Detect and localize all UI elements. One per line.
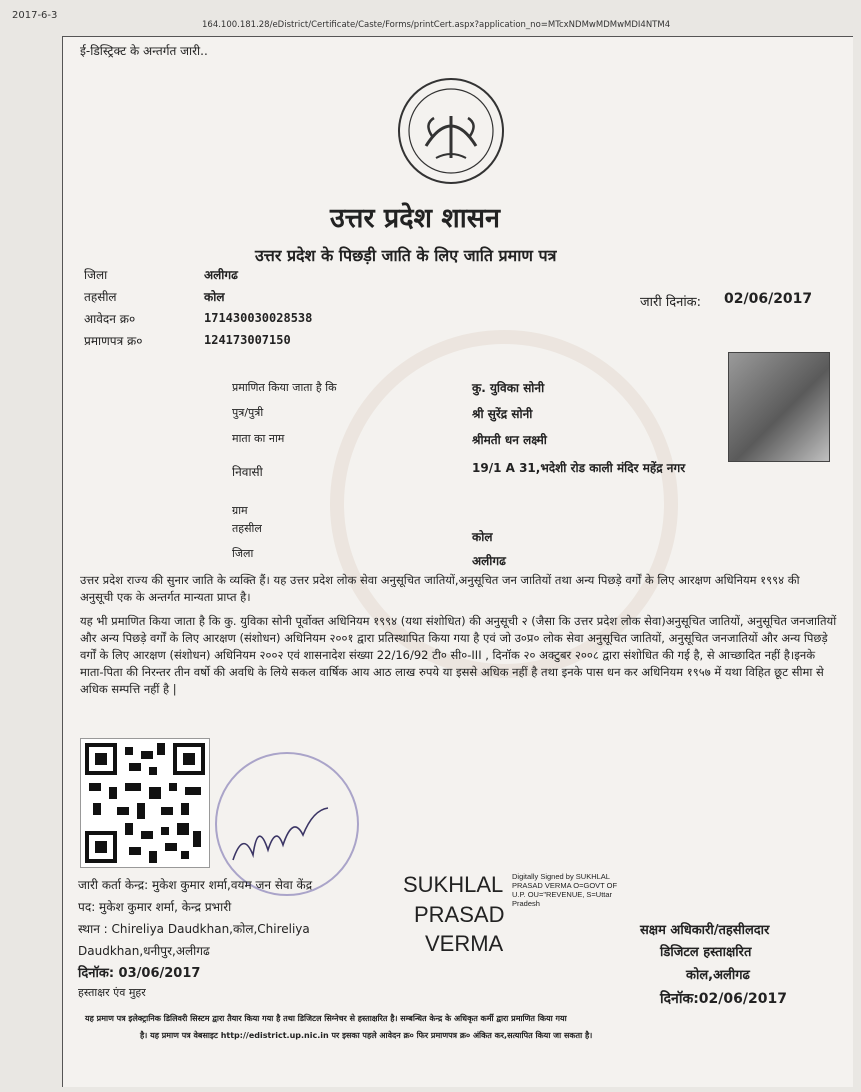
govt-title: उत्तर प्रदेश शासन — [330, 203, 500, 234]
issue-date-value: 02/06/2017 — [724, 291, 813, 307]
district-label: जिला — [84, 268, 108, 282]
issuer-place: स्थान : Chireliya Daudkhan,कोल,Chireliya Daudkhan,धनीपुर,अलीगढ — [78, 922, 310, 958]
authority-title: सक्षम अधिकारी/तहसीलदार — [640, 923, 770, 938]
issue-date-label: जारी दिनांक: — [640, 295, 702, 310]
signer-name-line1: SUKHLAL — [403, 872, 504, 897]
up-emblem-icon — [396, 76, 506, 186]
detail-tehsil-label: तहसील — [232, 522, 262, 535]
print-url: 164.100.181.28/eDistrict/Certificate/Caste/Forms/printCert.aspx?application_no=MTcxNDMwMDMwMDI4NTM4 — [202, 20, 671, 30]
authority-digital: डिजिटल हस्ताक्षरित — [660, 945, 752, 960]
footer-line-1: यह प्रमाण पत्र इलेक्ट्रानिक डिलिवरी सिस्टम द्वारा तैयार किया गया है तथा डिजिटल सिग्नेचर से हस्ताक्षरित है। सम्बन्धित केन्द्र के अधिकृत कर्मी द्वारा प्रमाणित किया गया — [85, 1014, 567, 1023]
district-value: अलीगढ — [204, 268, 238, 282]
applicant-photo — [728, 352, 830, 462]
tehsil-label: तहसील — [84, 290, 117, 304]
parent-name: श्री सुरेंद्र सोनी — [472, 407, 533, 421]
print-date: 2017-6-3 — [12, 10, 58, 21]
detail-district-label: जिला — [232, 547, 254, 560]
handwritten-signature — [228, 790, 338, 870]
village-label: ग्राम — [232, 504, 248, 517]
certificate-no-label: प्रमाणपत्र क्र० — [84, 334, 143, 348]
mother-label: माता का नाम — [232, 432, 285, 445]
detail-district-value: अलीगढ — [472, 554, 506, 568]
tehsil-value: कोल — [204, 290, 225, 304]
parent-label: पुत्र/पुत्री — [232, 406, 264, 419]
applicant-name: कु. युविका सोनी — [472, 381, 545, 395]
authority-date: दिनॉक:02/06/2017 — [660, 991, 787, 1007]
issued-under-text: ई-डिस्ट्रिक्ट के अन्तर्गत जारी.. — [80, 44, 208, 58]
sign-and-seal-label: हस्ताक्षर एंव मुहर — [78, 986, 146, 999]
certificate-title: उत्तर प्रदेश के पिछड़ी जाति के लिए जाति प्रमाण पत्र — [255, 246, 557, 265]
issuer-date: दिनॉक: 03/06/2017 — [78, 966, 201, 981]
digital-signature-note: Digitally Signed by SUKHLAL PRASAD VERMA O=GOVT OF U.P. OU="REVENUE, S=Uttar Pradesh — [512, 872, 618, 908]
certificate-no-value: 124173007150 — [204, 333, 291, 347]
application-label: आवेदन क्र० — [84, 312, 136, 326]
signer-name-line3: VERMA — [425, 931, 504, 956]
application-value: 171430030028538 — [204, 311, 313, 325]
resident-label: निवासी — [232, 465, 263, 479]
detail-tehsil-value: कोल — [472, 530, 493, 544]
signer-name-line2: PRASAD — [414, 902, 505, 927]
certify-label: प्रमाणित किया जाता है कि — [232, 381, 337, 394]
caste-paragraph: उत्तर प्रदेश राज्य की सुनार जाति के व्यक्ति हैं। यह उत्तर प्रदेश लोक सेवा अनुसूचित जातियों,अनुसूचित जन जातियों तथा अन्य पिछड़े वर्गों के लिए आरक्षण अधिनियम १९९४ की अनुसूची एक के अन्तर्गत मान्यता प्राप्त है। — [80, 573, 800, 604]
footer-line-2: है। यह प्रमाण पत्र वेबसाइट http://edistrict.up.nic.in पर इसका पहले आवेदन क्र० फिर प्रमाणपत्र क्र० अंकित कर,सत्यापित किया जा सकता है। — [140, 1031, 593, 1040]
mother-name: श्रीमती धन लक्ष्मी — [472, 433, 547, 447]
authority-place: कोल,अलीगढ — [686, 968, 750, 983]
issuing-center: जारी कर्ता केन्द्र: मुकेश कुमार शर्मा,वयम जन सेवा केंद्र — [78, 878, 313, 892]
resident-address: 19/1 A 31,भदेशी रोड काली मंदिर महेंद्र नगर — [472, 461, 686, 475]
creamy-layer-paragraph: यह भी प्रमाणित किया जाता है कि कु. युविका सोनी पूर्वोक्त अधिनियम १९९४ (यथा संशोधित) की अनुसूची २ (जैसा कि उत्तर प्रदेश लोक सेवा)अनुसूचित जातियों, अनुसूचित जनजातियों और अन्य पिछड़े वर्गों के लिए आरक्षण (संशोधन) अधिनियम २००१ द्वारा प्रतिस्थापित किया गया है एवं जो उ०प्र० लोक सेवा अनुसूचित जातियों, अनुसूचित जनजातियों और अन्य पिछड़े वर्गों के लिए आरक्षण (संशोधन) अधिनियम २००२ एवं शासनादेश संख्या 22/16/92 टी० सी०-III , दिनॉक २० अक्टुबर २००८ द्वारा संशोधित की गई है, से आच्छादित नहीं है।इनके माता-पिता की निरन्तर तीन वर्षो की अवधि के लिये सकल वार्षिक आय आठ लाख रुपये या इससे अधिक नहीं है तथा इनके पास धन कर अधिनियम १९५७ में यथा विहित छूट सीमा से अधिक सम्पत्ति नहीं है | — [80, 614, 837, 696]
qr-code — [80, 738, 210, 868]
issuer-post: पद: मुकेश कुमार शर्मा, केन्द्र प्रभारी — [78, 900, 232, 914]
